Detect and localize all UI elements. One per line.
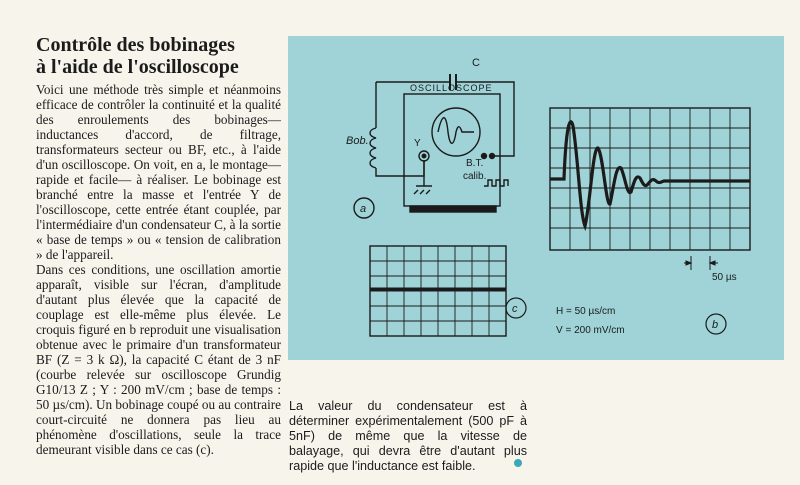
- figure-panel: [288, 36, 784, 360]
- capacitor-label: C: [472, 57, 480, 69]
- ground-symbol: [414, 190, 430, 194]
- input-y-label: Y: [414, 138, 421, 149]
- paragraph-1: Voici une méthode très simple et néanmoins efficace de contrôler la continuité et la qualité des enroulements des bobinages— inductances d'accord, de filtrage, transformateurs secteur ou BF, etc., à l'aide d'un oscilloscope. On voit, en a, le montage— rapide et facile— à réaliser. Le bobinage est branché entre la masse et l'entrée Y de l'oscilloscope, cette entrée étant couplée, par l'intermédiaire d'un condensateur C, à la sortie « base de temps » ou « tension de calibration » de l'appareil.: [36, 82, 281, 262]
- coil-symbol: [370, 128, 376, 168]
- title-line-2: à l'aide de l'oscilloscope: [36, 56, 239, 78]
- oscilloscope-base: [410, 206, 496, 212]
- circuit-diagram-a: [354, 74, 514, 218]
- title-line-1: Contrôle des bobinages: [36, 34, 235, 56]
- coil-label: Bob.: [346, 135, 369, 147]
- square-wave-symbol: [484, 180, 508, 186]
- figure-drawing: [288, 36, 784, 360]
- wire-coil-bottom: [376, 160, 424, 176]
- oscilloscope-label: OSCILLOSCOPE: [410, 83, 493, 93]
- article-title: [36, 34, 281, 78]
- time-scale-marker: [684, 256, 718, 270]
- figure-caption: La valeur du condensateur est à déterminer expérimentalement (500 pF à 5nF) de même que la vitesse de balayage, qui devra être d'autant plus rapide que l'inductance est faible.: [289, 399, 527, 473]
- h-setting: H = 50 µs/cm: [556, 306, 616, 317]
- calib-label-2: calib.: [463, 171, 487, 182]
- screen-trace: [438, 118, 474, 144]
- screen-grid-c: [370, 246, 506, 336]
- oscilloscope-box: [404, 94, 500, 206]
- calib-label-1: B.T.: [466, 158, 484, 169]
- wire-top-right: [456, 82, 514, 156]
- end-bullet-icon: [514, 459, 522, 467]
- screen-grid-b: [550, 108, 750, 250]
- ground-wire: [416, 161, 432, 186]
- calib-terminal-2: [490, 154, 495, 159]
- paragraph-2: Dans ces conditions, une oscillation amortie apparaît, visible sur l'écran, d'amplitude d'autant plus élevée que la capacité de couplage est elle-même plus élevée. Le croquis figuré en b reproduit une visualisation obtenue avec le primaire d'un transformateur BF (Z = 3 k Ω), la capacité C étant de 3 nF (courbe relevée sur oscilloscope Grundig G10/13 Z ; Y : 200 mV/cm ; base de temps : 50 µs/cm). Un bobinage coupé ou au contraire court-circuité ne donnera pas lieu au phénomène d'oscillations, seule la trace demeurant visible dans ce cas (c).: [36, 262, 281, 457]
- label-c: c: [512, 303, 518, 315]
- v-setting: V = 200 mV/cm: [556, 325, 625, 336]
- article-body: [36, 82, 281, 457]
- label-a: a: [360, 203, 367, 215]
- scale-label: 50 µs: [712, 272, 737, 283]
- label-b: b: [712, 319, 719, 331]
